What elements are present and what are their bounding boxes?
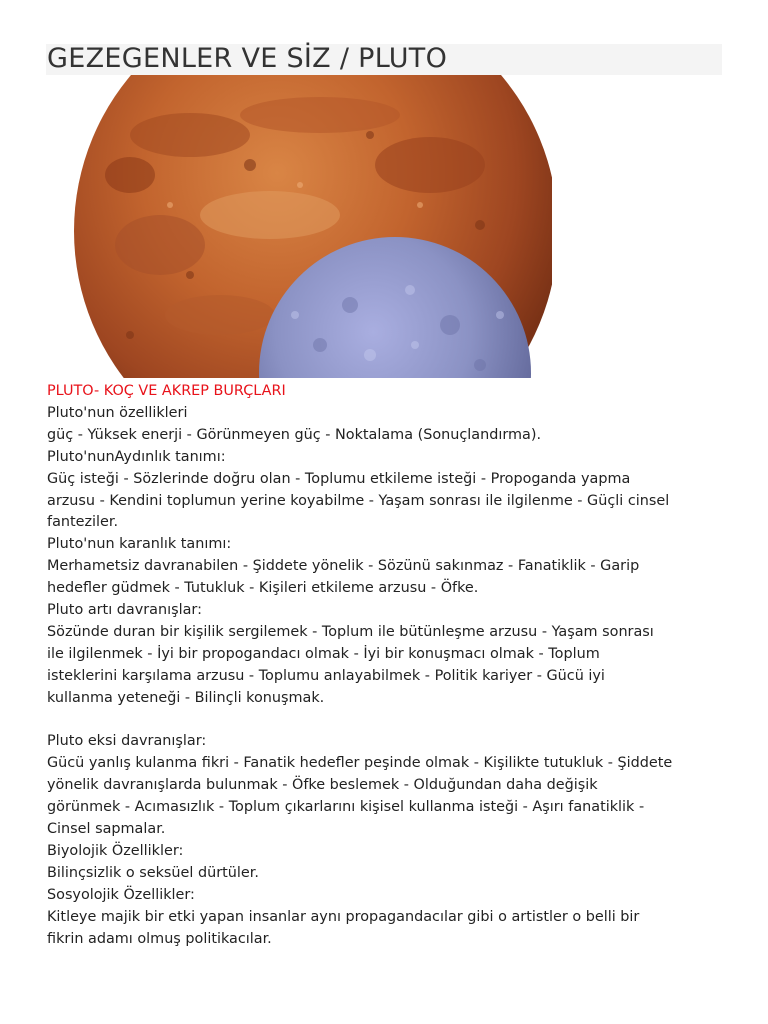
text-line: Bilinçsizlik o seksüel dürtüler.: [47, 864, 259, 881]
text-line: ile ilgilenmek - İyi bir propogandacı olmak - İyi bir konuşmacı olmak - Toplum: [47, 645, 600, 662]
text-line: Güç isteği - Sözlerinde doğru olan - Toplumu etkileme isteği - Propoganda yapma: [47, 470, 631, 487]
section-heading: PLUTO- KOÇ VE AKREP BURÇLARI: [47, 383, 286, 399]
text-line: Biyolojik Özellikler:: [47, 843, 184, 860]
planets-illustration: [70, 75, 552, 378]
blank-line: [47, 710, 727, 732]
text-line: Sözünde duran bir kişilik sergilemek - Toplum ile bütünleşme arzusu - Yaşam sonrası: [47, 623, 654, 640]
text-line: Pluto artı davranışlar:: [47, 602, 202, 619]
text-line: Kitleye majik bir etki yapan insanlar aynı propagandacılar gibi o artistler o belli bir: [47, 908, 640, 925]
text-line: fanteziler.: [47, 514, 119, 531]
text-line: Pluto'nun özellikleri: [47, 404, 188, 421]
text-line: Gücü yanlış kulanma fikri - Fanatik hedefler peşinde olmak - Kişilikte tutukluk - Şiddete: [47, 755, 673, 772]
text-line: yönelik davranışlarda bulunmak - Öfke beslemek - Olduğundan daha değişik: [47, 777, 598, 794]
text-line: hedefler güdmek - Tutukluk - Kişileri etkileme arzusu - Öfke.: [47, 580, 479, 597]
text-line: Pluto'nun karanlık tanımı:: [47, 536, 232, 553]
text-line: fikrin adamı olmuş politikacılar.: [47, 930, 272, 947]
text-line: Cinsel sapmalar.: [47, 821, 166, 838]
article-body: [47, 381, 727, 951]
text-line: Sosyolojik Özellikler:: [47, 886, 195, 903]
text-line: Pluto eksi davranışlar:: [47, 733, 207, 750]
text-line: görünmek - Acımasızlık - Toplum çıkarlarını kişisel kullanma isteği - Aşırı fanatiklik -: [47, 799, 645, 816]
text-line: kullanma yeteneği - Bilinçli konuşmak.: [47, 689, 325, 706]
text-line: isteklerini karşılama arzusu - Toplumu anlayabilmek - Politik kariyer - Gücü iyi: [47, 667, 605, 684]
text-line: Merhametsiz davranabilen - Şiddete yönelik - Sözünü sakınmaz - Fanatiklik - Garip: [47, 558, 640, 575]
page-title: GEZEGENLER VE SİZ / PLUTO: [47, 43, 448, 74]
text-line: Pluto'nunAydınlık tanımı:: [47, 448, 226, 465]
text-line: güç - Yüksek enerji - Görünmeyen güç - Noktalama (Sonuçlandırma).: [47, 426, 542, 443]
text-line: arzusu - Kendini toplumun yerine koyabilme - Yaşam sonrası ile ilgilenme - Güçli cinsel: [47, 492, 670, 509]
